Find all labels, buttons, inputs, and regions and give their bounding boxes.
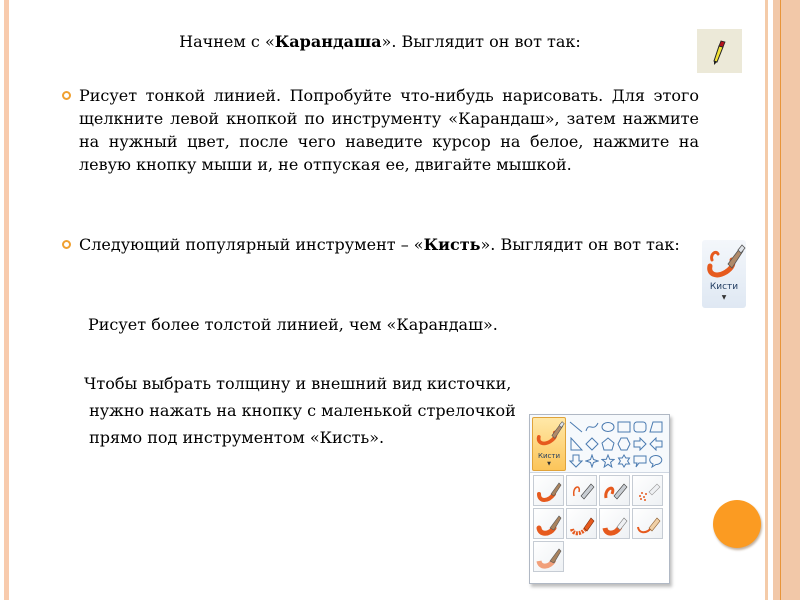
brush-style-watercolor (533, 541, 564, 572)
down-arrow-shape-icon (568, 452, 584, 469)
bullet2-text-start: Следующий популярный инструмент – « (79, 235, 424, 254)
brushes-button-label: Кисти (709, 282, 739, 292)
line-shape-icon (568, 418, 584, 435)
brush-style-natural-pencil (632, 508, 663, 539)
bullet-brush (62, 233, 699, 256)
panel-brushes-button (532, 417, 566, 471)
slide-title (0, 30, 760, 53)
bullet2-bold-word: Кисть (423, 235, 481, 254)
brush-style-calligraphy-2 (599, 475, 630, 506)
curve-shape-icon (584, 418, 600, 435)
brush-dropdown-panel-image (529, 414, 670, 584)
bullet-text: Рисует тонкой линией. Попробуйте что-нибудь нарисовать. Для этого щелкните левой кнопкой по инструменту «Карандаш», затем нажмите на нужный цвет, после чего наведите курсор на белое, нажмите на левую кнопку мыши и, не отпуская ее, двигайте мышкой. (79, 86, 699, 174)
paragraph-brush-description: Рисует более толстой линией, чем «Карандаш». (88, 315, 498, 334)
brush-icon (702, 242, 746, 282)
right-border-line (780, 0, 781, 600)
rectangular-callout-shape-icon (632, 452, 648, 469)
pentagon-shape-icon (600, 435, 616, 452)
four-point-star-shape-icon (584, 452, 600, 469)
dropdown-arrow-icon: ▼ (721, 294, 727, 301)
six-point-star-shape-icon (616, 452, 632, 469)
instruction-line-1: Чтобы выбрать толщину и внешний вид кисточки, (84, 374, 512, 393)
left-border-strip (4, 0, 9, 600)
brush-icon (533, 418, 565, 450)
left-arrow-shape-icon (648, 435, 664, 452)
orange-circle-decoration (713, 500, 761, 548)
bullet2-text-end: ». Выглядит он вот так: (480, 235, 680, 254)
paragraph-brush-instructions (84, 370, 516, 451)
dropdown-arrow-icon: ▼ (547, 461, 551, 467)
bullet-marker (62, 91, 71, 100)
diamond-shape-icon (584, 435, 600, 452)
rounded-rectangle-shape-icon (632, 418, 648, 435)
brush-style-marker (599, 508, 630, 539)
bullet-pencil (62, 84, 699, 176)
shapes-gallery (568, 418, 668, 469)
ribbon-strip (530, 415, 669, 473)
pencil-tool-image (697, 29, 742, 73)
brushes-button-image (702, 240, 746, 308)
oval-callout-shape-icon (648, 452, 664, 469)
brush-style-calligraphy-1 (566, 475, 597, 506)
brush-style-crayon (566, 508, 597, 539)
bullet-text (79, 233, 699, 256)
rectangle-shape-icon (616, 418, 632, 435)
title-bold-word: Карандаша (274, 32, 382, 51)
brush-styles-grid (533, 475, 663, 572)
right-arrow-shape-icon (632, 435, 648, 452)
panel-brushes-label: Кисти (538, 452, 560, 460)
pencil-icon (697, 29, 742, 73)
hexagon-shape-icon (616, 435, 632, 452)
brush-style-oil-brush (533, 508, 564, 539)
polygon-shape-icon (648, 418, 664, 435)
title-text-end: ». Выглядит он вот так: (381, 32, 581, 51)
right-border-band (773, 0, 800, 600)
instruction-line-2: нужно нажать на кнопку с маленькой стрелочкой (84, 401, 516, 420)
right-border-thin (765, 0, 768, 600)
five-point-star-shape-icon (600, 452, 616, 469)
bullet-marker (62, 240, 71, 249)
brush-style-brush (533, 475, 564, 506)
triangle-shape-icon (568, 435, 584, 452)
oval-shape-icon (600, 418, 616, 435)
brush-style-airbrush (632, 475, 663, 506)
title-text-start: Начнем с « (179, 32, 275, 51)
instruction-line-3: прямо под инструментом «Кисть». (84, 428, 385, 447)
